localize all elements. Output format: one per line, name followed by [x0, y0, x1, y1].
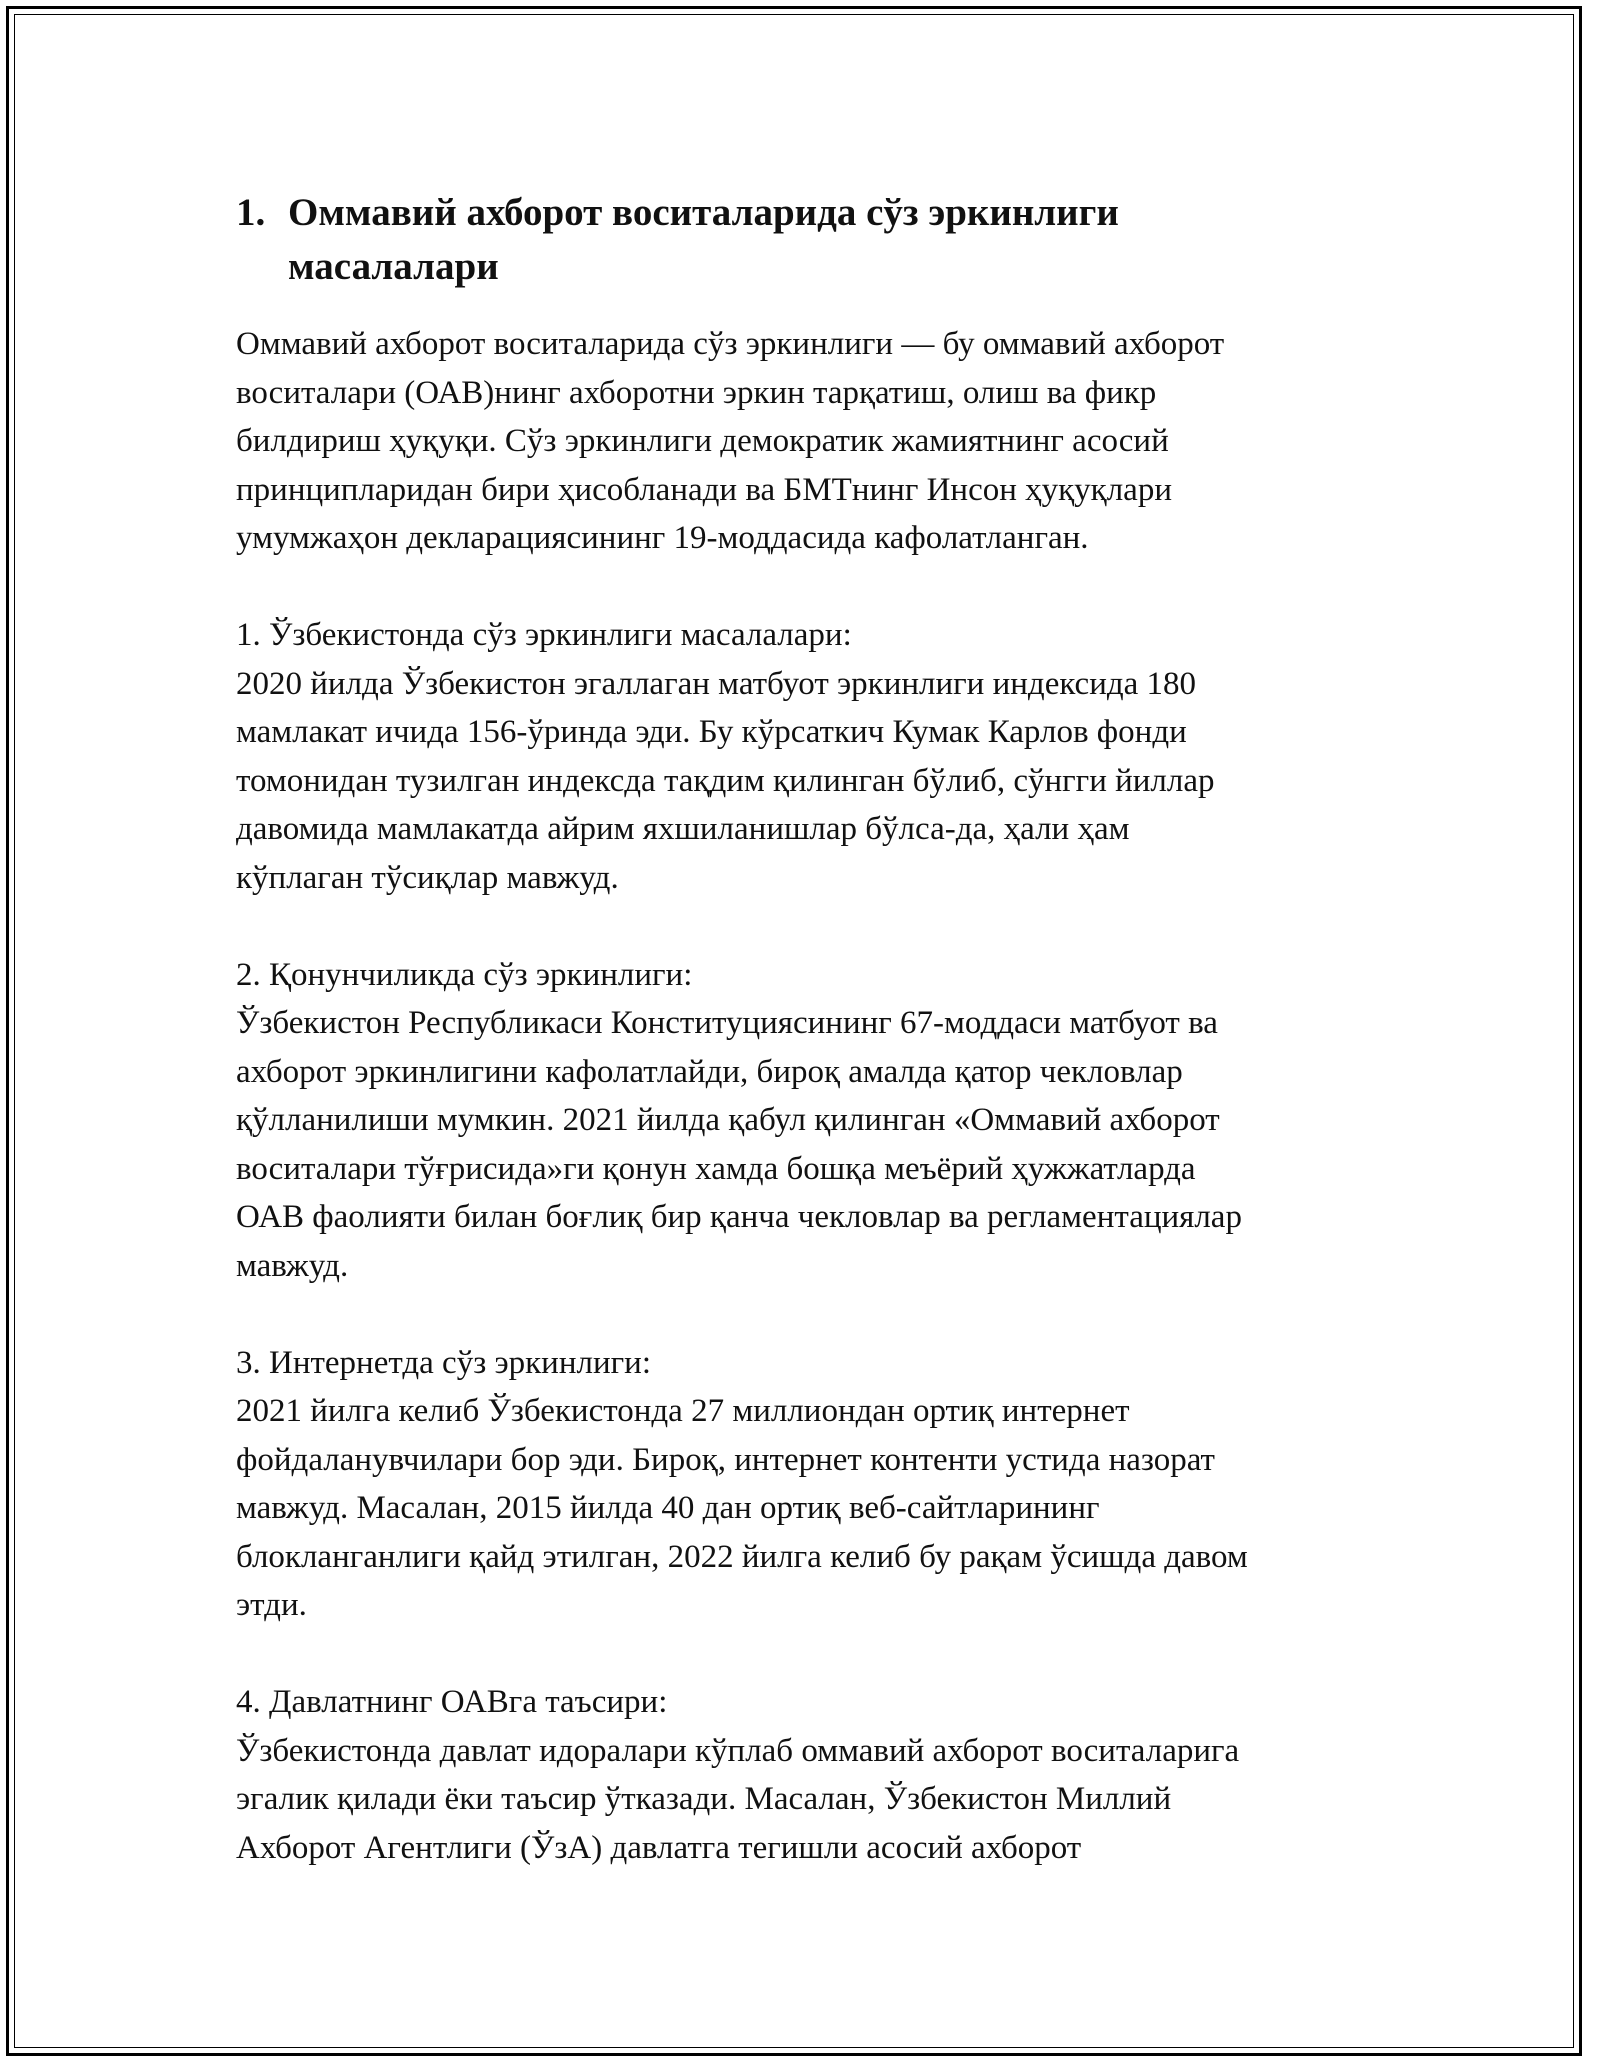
text-line: билдириш ҳуқуқи. Сўз эркинлиги демократик жамиятнинг асосий — [236, 423, 1169, 459]
text-line: томонидан тузилган индексда тақдим қилинган бўлиб, сўнгги йиллар — [236, 762, 1215, 799]
text-line: кўплаган тўсиқлар мавжуд. — [236, 859, 619, 896]
text-line: мавжуд. — [236, 1247, 349, 1284]
text-line: фойдаланувчилари бор эди. Бироқ, интернет контенти устида назорат — [236, 1441, 1215, 1478]
text-line: 2020 йилда Ўзбекистон эгаллаган матбуот эркинлиги индексида 180 — [236, 665, 1197, 702]
intro-paragraph — [236, 320, 1376, 563]
text-line: қўлланилиши мумкин. 2021 йилда қабул қилинган «Оммавий ахборот — [236, 1102, 1220, 1138]
text-line: ахборот эркинлигини кафолатлайди, бироқ амалда қатор чекловлар — [236, 1053, 1183, 1090]
text-line: Ўзбекистон Республикаси Конституциясининг 67-моддаси матбуот ва — [236, 1005, 1218, 1041]
text-line: этди. — [236, 1587, 307, 1623]
text-line: воситалари тўғрисида»ги қонун хамда бошқа меъёрий ҳужжатларда — [236, 1150, 1196, 1187]
text-line: Оммавий ахборот воситаларида сўз эркинлиги — бу оммавий ахборот — [236, 326, 1225, 362]
section-1 — [236, 611, 1376, 902]
section-title: 2. Қонунчиликда сўз эркинлиги: — [236, 956, 693, 993]
section-2 — [236, 951, 1376, 1291]
text-line: умумжаҳон декларациясининг 19-моддасида кафолатланган. — [236, 520, 1089, 556]
section-3 — [236, 1339, 1376, 1630]
text-line: эгалик қилади ёки таъсир ўтказади. Масалан, Ўзбекистон Миллий — [236, 1781, 1172, 1817]
document-heading — [236, 186, 1376, 294]
heading-line: масалалари — [288, 245, 499, 288]
text-line: принципларидан бири ҳисобланади ва БМТнинг Инсон ҳуқуқлари — [236, 471, 1172, 508]
heading-line: Оммавий ахборот воситаларида сўз эркинлиги — [288, 191, 1119, 234]
text-line: давомида мамлакатда айрим яхшиланишлар бўлса-да, ҳали ҳам — [236, 811, 1130, 847]
text-line: мамлакат ичида 156-ўринда эди. Бу кўрсаткич Кумак Карлов фонди — [236, 714, 1187, 750]
section-4 — [236, 1678, 1376, 1872]
document-body — [236, 186, 1376, 1872]
text-line: ОАВ фаолияти билан боғлиқ бир қанча чекловлар ва регламентациялар — [236, 1199, 1242, 1235]
section-title: 4. Давлатнинг ОАВга таъсири: — [236, 1684, 668, 1720]
text-line: Ўзбекистонда давлат идоралари кўплаб оммавий ахборот воситаларига — [236, 1732, 1240, 1769]
heading-title — [288, 186, 1188, 294]
text-line: Ахборот Агентлиги (ЎзА) давлатга тегишли асосий ахборот — [236, 1829, 1082, 1866]
text-line: воситалари (ОАВ)нинг ахборотни эркин тарқатиш, олиш ва фикр — [236, 374, 1157, 411]
text-line: мавжуд. Масалан, 2015 йилда 40 дан ортиқ веб-сайтларининг — [236, 1490, 1100, 1526]
section-title: 1. Ўзбекистонда сўз эркинлиги масалалари: — [236, 617, 852, 653]
text-line: 2021 йилга келиб Ўзбекистонда 27 миллиондан ортиқ интернет — [236, 1393, 1130, 1429]
section-title: 3. Интернетда сўз эркинлиги: — [236, 1344, 651, 1381]
text-line: блокланганлиги қайд этилган, 2022 йилга келиб бу рақам ўсишда давом — [236, 1538, 1248, 1575]
heading-number: 1. — [236, 191, 266, 234]
